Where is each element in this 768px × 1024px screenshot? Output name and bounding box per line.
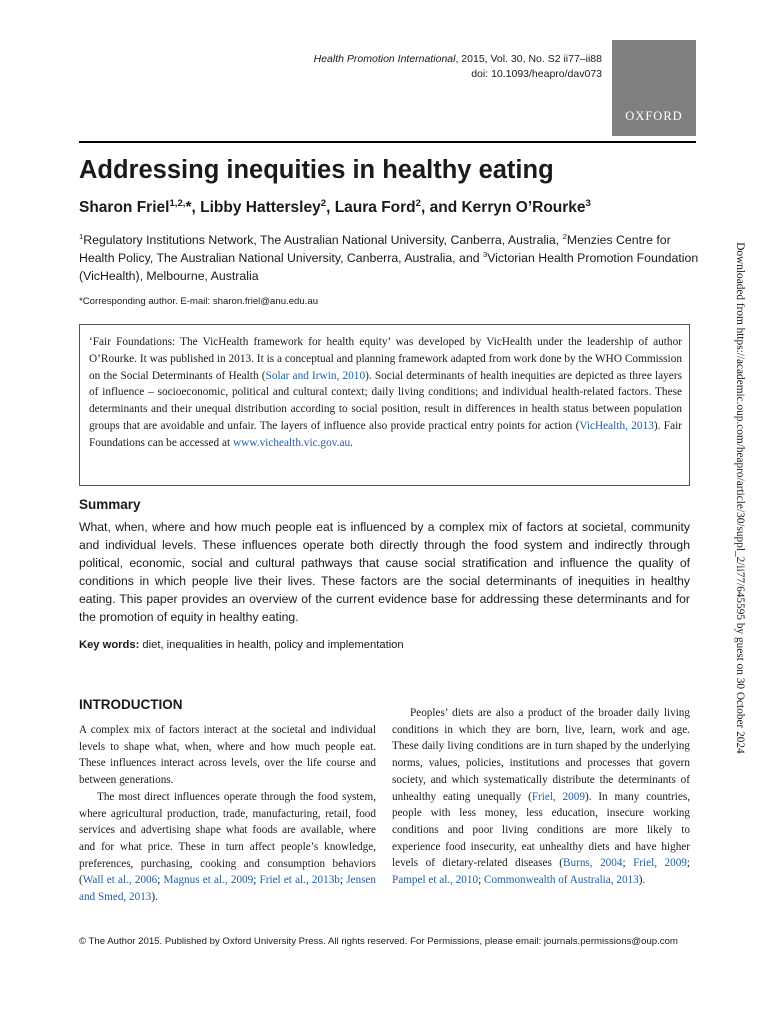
citation-link[interactable]: VicHealth, 2013 bbox=[579, 419, 654, 432]
affil-sup: 3 bbox=[482, 249, 488, 259]
doi[interactable]: doi: 10.1093/heapro/dav073 bbox=[471, 68, 602, 80]
header-rule bbox=[79, 141, 696, 143]
author-affil-sup: 2 bbox=[320, 197, 327, 209]
citation-link[interactable]: Commonwealth of Australia, 2013 bbox=[483, 874, 639, 887]
keywords bbox=[79, 638, 404, 653]
citation-link[interactable]: Magnus et al., 2009 bbox=[163, 874, 254, 887]
separator: ; bbox=[478, 874, 484, 887]
separator: ; bbox=[339, 874, 347, 887]
download-watermark-text: Downloaded from https://academic.oup.com/heapro/article/30/suppl_2/ii77/645595 by guest on 30 October 2024 bbox=[734, 242, 746, 754]
paragraph-text: ). bbox=[151, 891, 158, 904]
paragraph-text: The most direct influences operate through the food system, where agricultural production, trade, manufacturing, retail, food services and advertising shape what foods are available, where and for what price. These in turn affect people’s knowledge, preferences, purchasing, cooking and consumption behaviors ( bbox=[79, 790, 376, 887]
affil-sup: 1 bbox=[79, 231, 84, 241]
journal-name: Health Promotion International bbox=[313, 53, 456, 65]
copyright-footer: © The Author 2015. Published by Oxford University Press. All rights reserved. For Permissions, please email: journals.permissions@oup.com bbox=[79, 936, 678, 947]
author-affil-sup: 3 bbox=[585, 197, 591, 209]
box-text-part: . bbox=[350, 436, 353, 449]
author-name: Kerryn O’Rourke bbox=[461, 199, 586, 216]
citation-link[interactable]: Burns, 2004 bbox=[563, 857, 623, 870]
citation-link[interactable]: Jensen and Smed, 2013 bbox=[79, 874, 377, 904]
paragraph bbox=[392, 705, 690, 889]
affil-sup: 2 bbox=[562, 231, 567, 241]
author-list bbox=[79, 197, 591, 219]
citation-link[interactable]: Pampel et al., 2010 bbox=[392, 874, 479, 887]
citation-link[interactable]: Friel, 2009 bbox=[531, 790, 585, 803]
body-column-left bbox=[79, 722, 376, 906]
website-link[interactable]: www.vichealth.vic.gov.au bbox=[233, 436, 351, 449]
article-title: Addressing inequities in healthy eating bbox=[79, 156, 554, 184]
paragraph: A complex mix of factors interact at the societal and individual levels to shape what, when, where and how much people eat. These influences interact across levels, over the life course and between generations. bbox=[79, 724, 376, 787]
journal-citation bbox=[300, 52, 602, 66]
citation-link[interactable]: Friel et al., 2013b bbox=[259, 874, 340, 887]
author-name: Sharon Friel bbox=[79, 199, 170, 216]
citation-link[interactable]: Wall et al., 2006 bbox=[82, 874, 158, 887]
body-column-right bbox=[392, 705, 690, 889]
author-name: Laura Ford bbox=[334, 199, 416, 216]
author-affil-sup: 1,2, bbox=[169, 197, 186, 209]
author-separator: , and bbox=[421, 199, 462, 216]
paragraph-text: Peoples’ diets are also a product of the broader daily living conditions in which they are born, live, learn, work and age. These daily living conditions are in turn shaped by the underlying norms, values, policies, institutions and processes that govern society, and which systematically distribute the determinants of unhealthy eating unequally ( bbox=[392, 707, 690, 803]
separator: ; bbox=[686, 857, 690, 870]
paragraph bbox=[79, 789, 376, 906]
author-affil-sup: 2 bbox=[415, 197, 421, 209]
journal-volume: , 2015, Vol. 30, No. S2 ii77–ii88 bbox=[455, 53, 602, 65]
keywords-text: diet, inequalities in health, policy and implementation bbox=[139, 639, 404, 651]
affiliations bbox=[79, 231, 699, 285]
oxford-logo bbox=[612, 40, 696, 136]
separator: ; bbox=[157, 874, 164, 887]
citation-link[interactable]: Friel, 2009 bbox=[633, 857, 687, 870]
corresponding-author: *Corresponding author. E-mail: sharon.friel@anu.edu.au bbox=[79, 296, 319, 307]
citation-link[interactable]: Solar and Irwin, 2010 bbox=[265, 369, 366, 382]
separator: ; bbox=[253, 874, 260, 887]
download-watermark bbox=[730, 222, 750, 782]
author-separator: , bbox=[326, 199, 335, 216]
summary-text: What, when, where and how much people eat is influenced by a complex mix of factors at societal, community and individual levels. These influences operate both directly through the food system and indirectly through political, economic, social and cultural pathways that cause social stratification and influence the quality of conditions in which people live their lives. These factors are the social determinants of inequities in healthy eating. This paper provides an overview of the current evidence base for addressing these determinants and for the promotion of equity in healthy eating. bbox=[79, 520, 690, 624]
affiliation-3: Victorian Health Promotion Foundation (VicHealth), Melbourne, Australia bbox=[79, 251, 699, 283]
box-text-part: ‘Fair Foundations: The VicHealth framework for health equity’ was developed by VicHealth under the leadership of author O’Rourke. It was published in 2013. It is a conceptual and planning framework adapted from work done by the WHO Commission on the Social Determinants of Health ( bbox=[89, 336, 682, 382]
summary-heading: Summary bbox=[79, 497, 141, 512]
affiliation-2: Menzies Centre for Health Policy, The Australian National University, Canberra, Australia, and bbox=[79, 233, 671, 265]
corresponding-star: * bbox=[185, 199, 192, 216]
oxford-logo-text: OXFORD bbox=[625, 109, 683, 123]
keywords-label: Key words: bbox=[79, 639, 140, 651]
info-box-text bbox=[89, 334, 682, 452]
paragraph-text: ). bbox=[638, 874, 646, 887]
paragraph-text: ). In many countries, people with less money, less education, insecure working conditions and poor living conditions are more likely to experience food insecurity, eat unhealthy diets and have higher levels of dietary-related diseases ( bbox=[392, 790, 690, 870]
box-text-part: ). Social determinants of health inequities are depicted as three layers of influence – socioeconomic, political and cultural context; daily living conditions; and individual health-related factors. These determinants and their unequal distribution according to social position, result in differences in health status between population groups that are avoidable and unfair. The layers of influence also provide practical entry points for action ( bbox=[89, 369, 682, 432]
introduction-heading: INTRODUCTION bbox=[79, 697, 183, 712]
author-name: Libby Hattersley bbox=[200, 199, 321, 216]
author-separator: , bbox=[191, 199, 201, 216]
affiliation-1: Regulatory Institutions Network, The Australian National University, Canberra, Australia, bbox=[83, 233, 563, 247]
box-text-part: ). Fair Foundations can be accessed at bbox=[89, 419, 682, 449]
separator: ; bbox=[622, 857, 634, 870]
